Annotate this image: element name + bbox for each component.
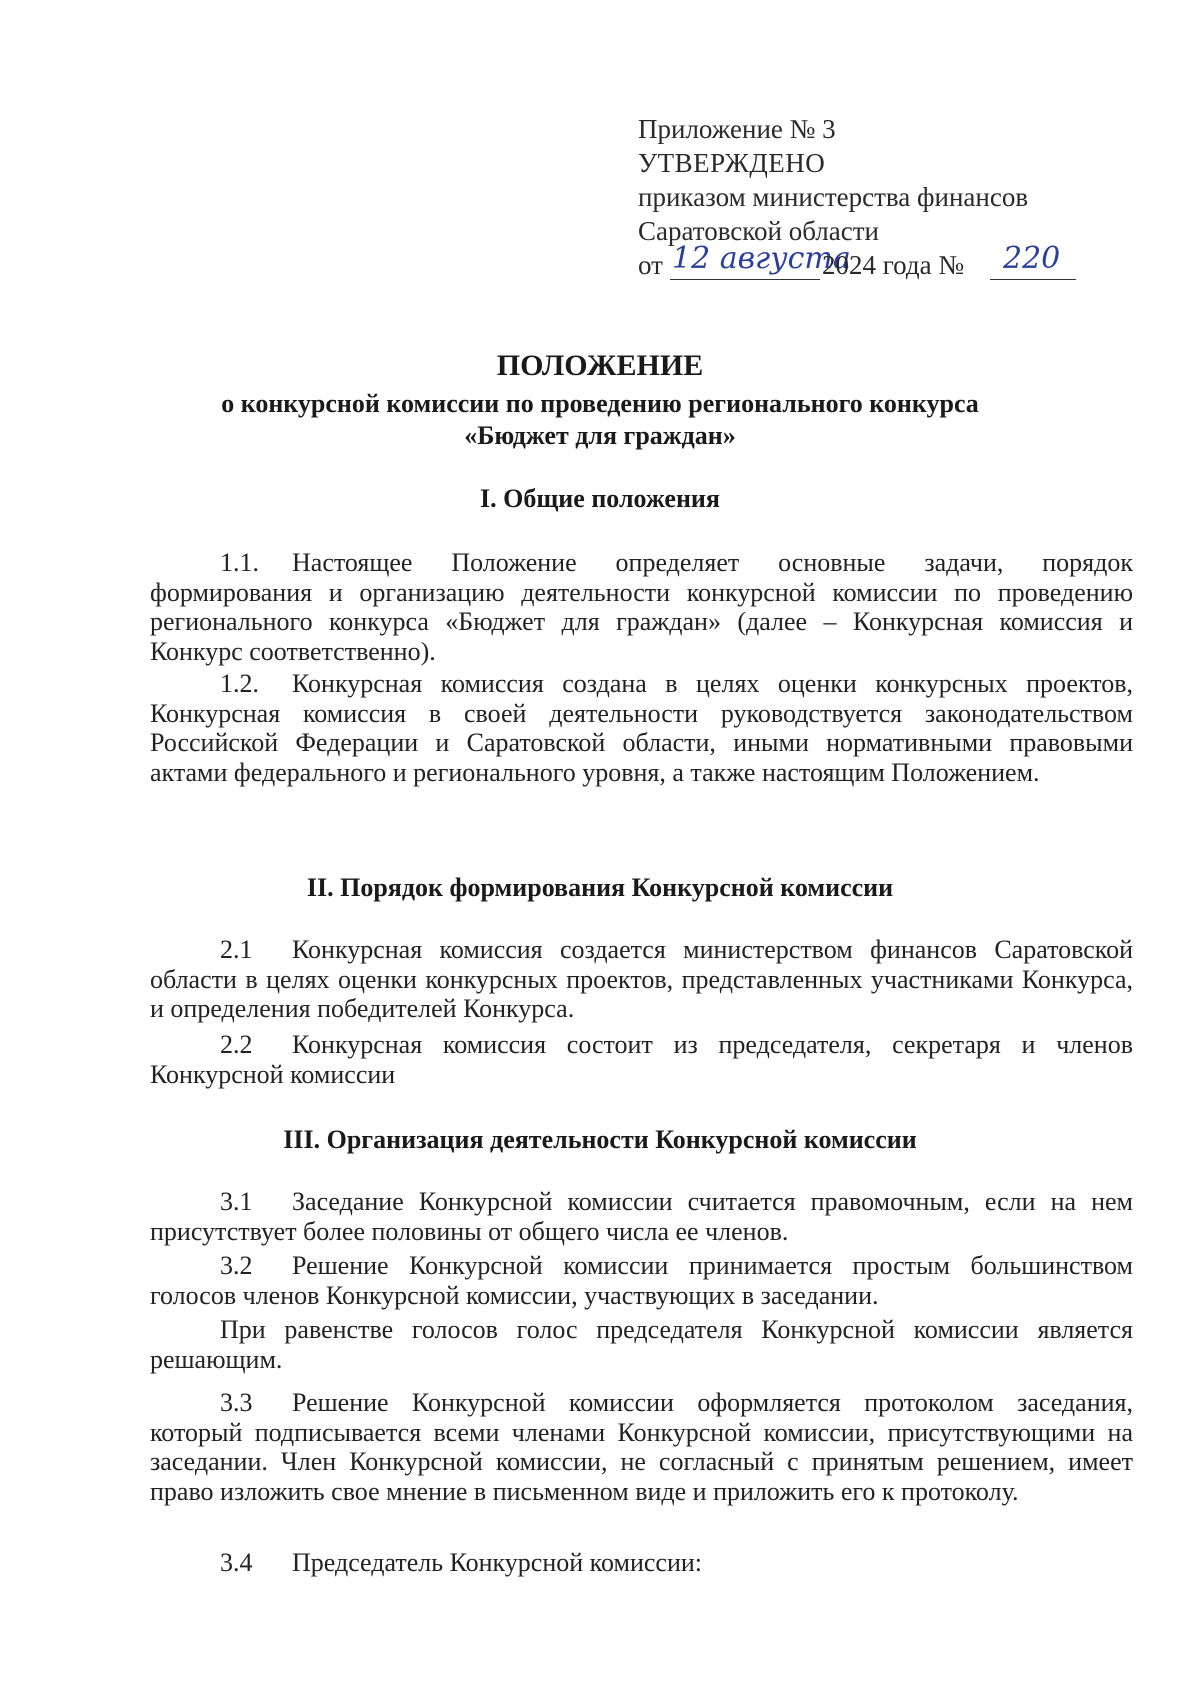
paragraph-text: Заседание Конкурсной комиссии считается правомочным, если на нем присутствует более половины от общего числа ее членов. [150, 1187, 1133, 1246]
paragraph-2-2 [150, 1030, 1133, 1089]
paragraph-number: 1.2. [220, 669, 259, 698]
order-line-2: Саратовской области [638, 216, 879, 246]
paragraph-number: 3.3 [220, 1388, 253, 1417]
paragraph-2-1 [150, 935, 1133, 1024]
section-heading-2: II. Порядок формирования Конкурсной комиссии [306, 873, 894, 902]
paragraph-1-2 [150, 669, 1133, 787]
paragraph-number: 2.1 [220, 935, 253, 964]
subtitle-line-1: о конкурсной комиссии по проведению регионального конкурса [221, 389, 979, 418]
paragraph-number: 1.1. [220, 548, 259, 577]
paragraph-text: Конкурсная комиссия создана в целях оценки конкурсных проектов, Конкурсная комиссия в своей деятельности руководствуется законодательством Российской Федерации и Саратовской области, иными нормативными правовыми актами федерального и регионального уровня, а также настоящим Положением. [150, 669, 1133, 787]
appendix-number: Приложение № 3 [638, 114, 836, 144]
order-date-line [638, 241, 1098, 288]
paragraph-text: Решение Конкурсной комиссии оформляется протоколом заседания, который подписывается всеми членами Конкурсной комиссии, присутствующими на заседании. Член Конкурсной комиссии, не согласный с принятым решением, имеет право изложить свое мнение в письменном виде и приложить его к протоколу. [150, 1388, 1133, 1506]
paragraph-text: Конкурсная комиссия создается министерством финансов Саратовской области в целях оценки конкурсных проектов, представленных участниками Конкурса, и определения победителей Конкурса. [150, 935, 1133, 1023]
handwritten-number: 220 [1003, 241, 1061, 276]
paragraph-text: Решение Конкурсной комиссии принимается простым большинством голосов членов Конкурсной комиссии, участвующих в заседании. [150, 1251, 1133, 1310]
order-line-1: приказом министерства финансов [638, 182, 1029, 212]
paragraph-number: 3.1 [220, 1187, 253, 1216]
subtitle-line-2: «Бюджет для граждан» [464, 421, 736, 450]
paragraph-3-2 [150, 1251, 1133, 1310]
paragraph-number: 2.2 [220, 1030, 253, 1059]
approval-stamp-block [638, 112, 1098, 288]
paragraph-text: Конкурсная комиссия состоит из председателя, секретаря и членов Конкурсной комиссии [150, 1030, 1133, 1089]
from-label: от [638, 250, 663, 280]
paragraph-3-2-tie [150, 1315, 1133, 1374]
section-heading-1: I. Общие положения [480, 484, 720, 513]
paragraph-number: 3.4 [220, 1548, 253, 1577]
year-and-number-label: 2024 года № [822, 250, 965, 280]
handwritten-date: 12 августа [672, 241, 851, 276]
paragraph-text: Настоящее Положение определяет основные задачи, порядок формирования и организацию деятельности конкурсной комиссии по проведению регионального конкурса «Бюджет для граждан» (далее – Конкурсная комиссия и Конкурс соответственно). [150, 548, 1133, 666]
paragraph-3-3 [150, 1388, 1133, 1506]
approved-label: УТВЕРЖДЕНО [638, 148, 826, 178]
paragraph-3-4 [150, 1548, 1133, 1578]
section-heading-3: III. Организация деятельности Конкурсной комиссии [283, 1125, 917, 1154]
paragraph-3-1 [150, 1187, 1133, 1246]
paragraph-text: При равенстве голосов голос председателя Конкурсной комиссии является решающим. [150, 1315, 1133, 1374]
paragraph-1-1 [150, 548, 1133, 666]
document-subtitle [0, 388, 1200, 452]
paragraph-number: 3.2 [220, 1251, 253, 1280]
paragraph-text: Председатель Конкурсной комиссии: [292, 1548, 702, 1577]
document-title: ПОЛОЖЕНИЕ [496, 349, 704, 382]
